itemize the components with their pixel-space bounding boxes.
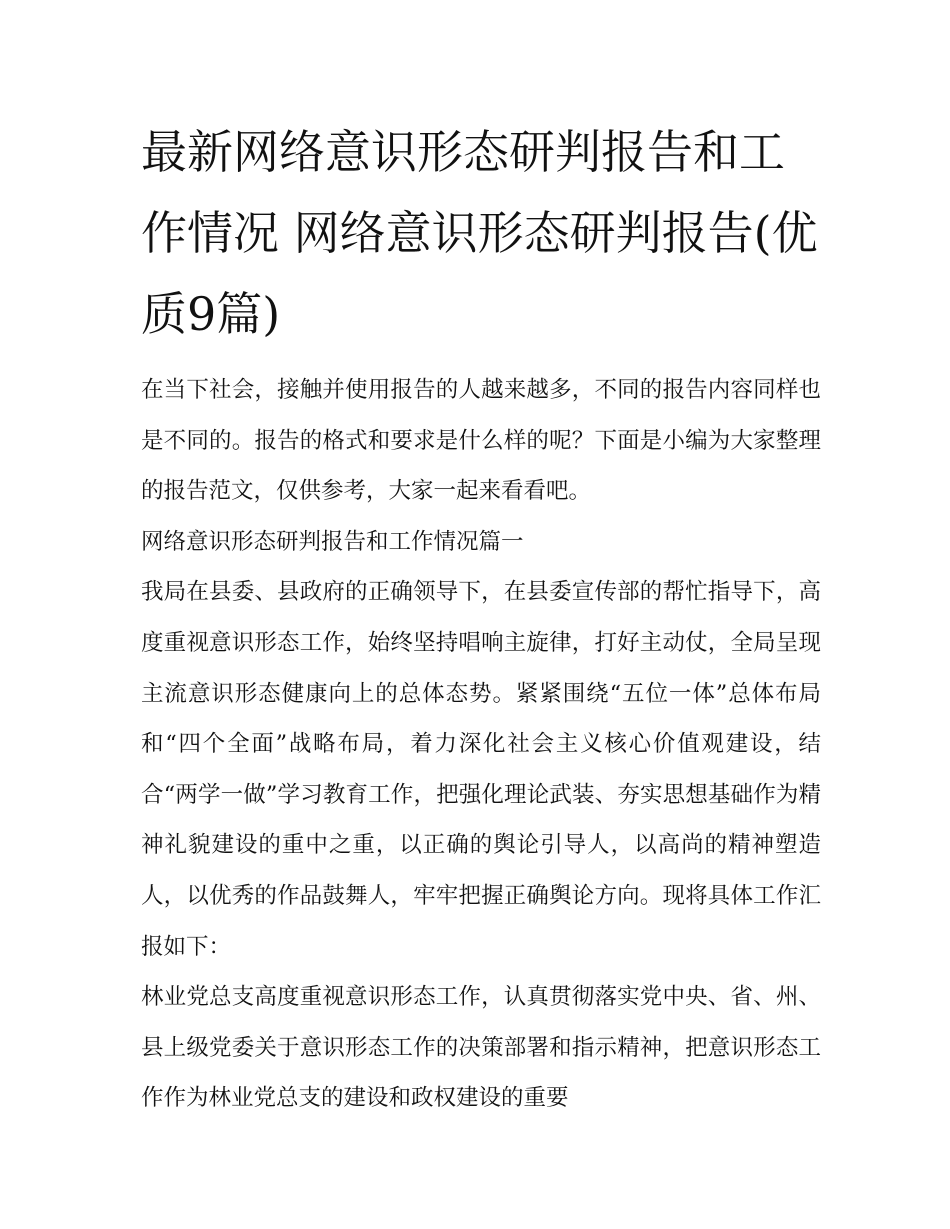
section-heading: 网络意识形态研判报告和工作情况篇一 (141, 528, 524, 555)
body-paragraph: 林业党总支高度重视意识形态工作，认真贯彻落实党中央、省、州、县上级党委关于意识形态工作的决策部署和指示精神，把意识形态工作作为林业党总支的建设和政权建设的重要 (141, 984, 821, 1112)
intro-paragraph: 在当下社会，接触并使用报告的人越来越多，不同的报告内容同样也是不同的。报告的格式和要求是什么样的呢？下面是小编为大家整理的报告范文，仅供参考，大家一起来看看吧。 (141, 377, 821, 505)
document-body (141, 112, 821, 1124)
document-title: 最新网络意识形态研判报告和工作情况 网络意识形态研判报告(优质9篇) (141, 125, 818, 341)
body-paragraph: 我局在县委、县政府的正确领导下，在县委宣传部的帮忙指导下，高度重视意识形态工作，始终坚持唱响主旋律，打好主动仗，全局呈现主流意识形态健康向上的总体态势。紧紧围绕“五位一体”总体布局和“四个全面”战略布局，着力深化社会主义核心价值观建设，结合“两学一做”学习教育工作，把强化理论武装、夯实思想基础作为精神礼貌建设的重中之重，以正确的舆论引导人，以高尚的精神塑造人，以优秀的作品鼓舞人，牢牢把握正确舆论方向。现将具体工作汇报如下： (141, 579, 821, 960)
